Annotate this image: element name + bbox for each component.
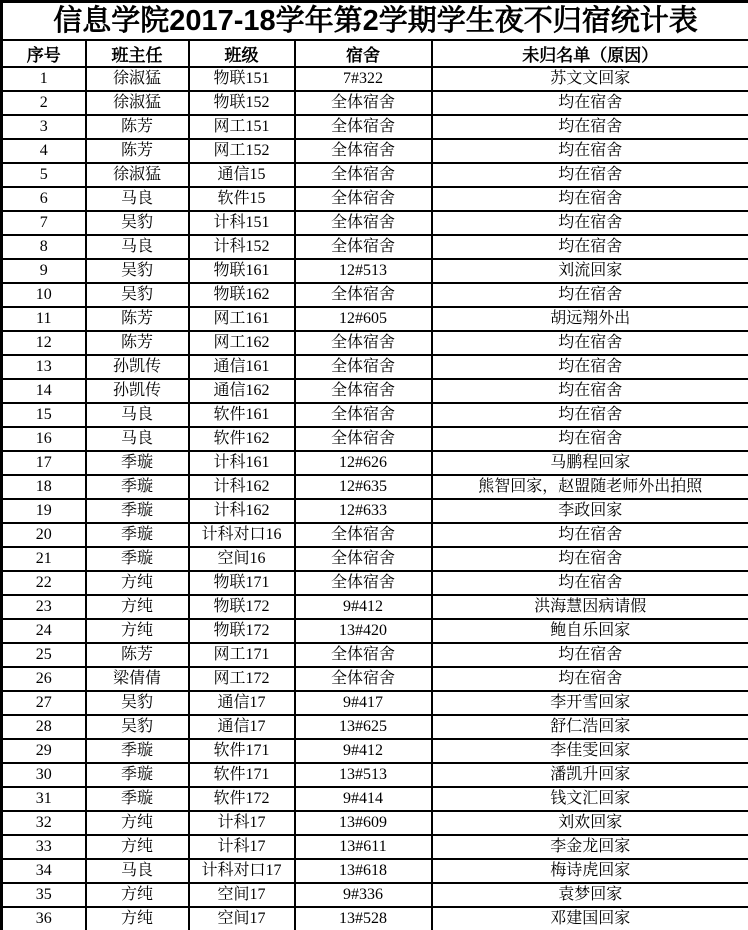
cell-teacher: 季璇	[86, 451, 189, 475]
table-row	[2, 499, 748, 523]
table-row	[2, 835, 748, 859]
cell-absent: 洪海慧因病请假	[432, 595, 748, 619]
cell-dorm: 9#417	[295, 691, 432, 715]
cell-class: 通信17	[189, 691, 295, 715]
cell-index: 4	[2, 139, 86, 163]
cell-class: 软件162	[189, 427, 295, 451]
cell-class: 计科162	[189, 475, 295, 499]
cell-dorm: 全体宿舍	[295, 283, 432, 307]
cell-dorm: 13#420	[295, 619, 432, 643]
table-body	[2, 67, 748, 930]
cell-dorm: 13#609	[295, 811, 432, 835]
cell-dorm: 13#618	[295, 859, 432, 883]
cell-class: 网工152	[189, 139, 295, 163]
cell-absent: 均在宿舍	[432, 355, 748, 379]
cell-index: 16	[2, 427, 86, 451]
cell-absent: 鲍自乐回家	[432, 619, 748, 643]
cell-dorm: 全体宿舍	[295, 547, 432, 571]
cell-index: 34	[2, 859, 86, 883]
table-row	[2, 451, 748, 475]
cell-teacher: 季璇	[86, 523, 189, 547]
cell-absent: 均在宿舍	[432, 403, 748, 427]
cell-absent: 熊智回家，赵盟随老师外出拍照	[432, 475, 748, 499]
cell-dorm: 9#336	[295, 883, 432, 907]
page-title: 信息学院2017-18学年第2学期学生夜不归宿统计表	[2, 2, 748, 41]
cell-teacher: 马良	[86, 235, 189, 259]
cell-class: 空间17	[189, 883, 295, 907]
cell-teacher: 季璇	[86, 787, 189, 811]
cell-absent: 均在宿舍	[432, 187, 748, 211]
cell-absent: 均在宿舍	[432, 163, 748, 187]
table-row	[2, 571, 748, 595]
table-row	[2, 643, 748, 667]
cell-dorm: 13#611	[295, 835, 432, 859]
table-row	[2, 595, 748, 619]
cell-index: 9	[2, 259, 86, 283]
table-row	[2, 715, 748, 739]
column-header-index: 序号	[2, 40, 86, 67]
cell-index: 20	[2, 523, 86, 547]
cell-dorm: 13#528	[295, 907, 432, 930]
cell-index: 19	[2, 499, 86, 523]
table-row	[2, 211, 748, 235]
cell-teacher: 方纯	[86, 835, 189, 859]
cell-dorm: 全体宿舍	[295, 163, 432, 187]
cell-teacher: 季璇	[86, 739, 189, 763]
cell-absent: 均在宿舍	[432, 331, 748, 355]
cell-dorm: 全体宿舍	[295, 139, 432, 163]
table-row	[2, 763, 748, 787]
cell-teacher: 陈芳	[86, 643, 189, 667]
cell-dorm: 全体宿舍	[295, 355, 432, 379]
cell-teacher: 马良	[86, 427, 189, 451]
table-row	[2, 115, 748, 139]
table-row	[2, 523, 748, 547]
cell-dorm: 全体宿舍	[295, 187, 432, 211]
cell-dorm: 全体宿舍	[295, 235, 432, 259]
column-header-class: 班级	[189, 40, 295, 67]
table-row	[2, 475, 748, 499]
cell-index: 28	[2, 715, 86, 739]
cell-teacher: 徐淑猛	[86, 67, 189, 91]
cell-absent: 李佳雯回家	[432, 739, 748, 763]
cell-dorm: 全体宿舍	[295, 523, 432, 547]
cell-dorm: 13#513	[295, 763, 432, 787]
cell-index: 22	[2, 571, 86, 595]
cell-teacher: 方纯	[86, 619, 189, 643]
title-row	[2, 2, 748, 41]
cell-teacher: 季璇	[86, 475, 189, 499]
cell-teacher: 吴豹	[86, 283, 189, 307]
cell-teacher: 马良	[86, 403, 189, 427]
header-row	[2, 40, 748, 67]
cell-class: 网工171	[189, 643, 295, 667]
cell-index: 1	[2, 67, 86, 91]
cell-teacher: 方纯	[86, 883, 189, 907]
cell-class: 物联162	[189, 283, 295, 307]
table-row	[2, 691, 748, 715]
cell-class: 计科162	[189, 499, 295, 523]
cell-teacher: 方纯	[86, 811, 189, 835]
cell-dorm: 9#412	[295, 595, 432, 619]
cell-index: 21	[2, 547, 86, 571]
cell-teacher: 吴豹	[86, 691, 189, 715]
cell-index: 6	[2, 187, 86, 211]
cell-dorm: 全体宿舍	[295, 115, 432, 139]
column-header-dorm: 宿舍	[295, 40, 432, 67]
cell-class: 软件171	[189, 763, 295, 787]
cell-index: 10	[2, 283, 86, 307]
cell-absent: 均在宿舍	[432, 643, 748, 667]
cell-absent: 刘流回家	[432, 259, 748, 283]
cell-absent: 均在宿舍	[432, 379, 748, 403]
cell-teacher: 季璇	[86, 763, 189, 787]
cell-teacher: 方纯	[86, 571, 189, 595]
table-row	[2, 259, 748, 283]
table-row	[2, 355, 748, 379]
cell-class: 通信17	[189, 715, 295, 739]
cell-class: 计科152	[189, 235, 295, 259]
cell-index: 33	[2, 835, 86, 859]
cell-index: 13	[2, 355, 86, 379]
cell-class: 网工151	[189, 115, 295, 139]
cell-teacher: 季璇	[86, 547, 189, 571]
cell-teacher: 季璇	[86, 499, 189, 523]
cell-teacher: 徐淑猛	[86, 91, 189, 115]
cell-index: 2	[2, 91, 86, 115]
cell-teacher: 孙凯传	[86, 379, 189, 403]
column-header-teacher: 班主任	[86, 40, 189, 67]
table-row	[2, 619, 748, 643]
table-row	[2, 91, 748, 115]
cell-class: 物联152	[189, 91, 295, 115]
cell-teacher: 陈芳	[86, 139, 189, 163]
cell-absent: 邓建国回家	[432, 907, 748, 930]
cell-index: 27	[2, 691, 86, 715]
cell-absent: 均在宿舍	[432, 115, 748, 139]
cell-teacher: 吴豹	[86, 715, 189, 739]
cell-index: 29	[2, 739, 86, 763]
cell-class: 通信162	[189, 379, 295, 403]
cell-index: 30	[2, 763, 86, 787]
cell-class: 计科151	[189, 211, 295, 235]
cell-index: 3	[2, 115, 86, 139]
cell-dorm: 9#412	[295, 739, 432, 763]
cell-index: 35	[2, 883, 86, 907]
cell-teacher: 陈芳	[86, 115, 189, 139]
cell-absent: 钱文汇回家	[432, 787, 748, 811]
cell-index: 18	[2, 475, 86, 499]
cell-class: 计科17	[189, 835, 295, 859]
cell-absent: 胡远翔外出	[432, 307, 748, 331]
cell-index: 5	[2, 163, 86, 187]
cell-absent: 均在宿舍	[432, 283, 748, 307]
cell-dorm: 全体宿舍	[295, 379, 432, 403]
cell-class: 物联172	[189, 619, 295, 643]
table-row	[2, 331, 748, 355]
cell-class: 物联151	[189, 67, 295, 91]
table-row	[2, 307, 748, 331]
cell-dorm: 12#605	[295, 307, 432, 331]
cell-teacher: 吴豹	[86, 211, 189, 235]
cell-class: 计科对口16	[189, 523, 295, 547]
cell-class: 空间16	[189, 547, 295, 571]
cell-absent: 潘凯升回家	[432, 763, 748, 787]
cell-class: 物联171	[189, 571, 295, 595]
cell-dorm: 全体宿舍	[295, 667, 432, 691]
cell-index: 12	[2, 331, 86, 355]
cell-teacher: 陈芳	[86, 307, 189, 331]
cell-teacher: 徐淑猛	[86, 163, 189, 187]
cell-class: 物联161	[189, 259, 295, 283]
cell-teacher: 马良	[86, 187, 189, 211]
cell-absent: 均在宿舍	[432, 235, 748, 259]
cell-index: 7	[2, 211, 86, 235]
table-row	[2, 403, 748, 427]
cell-dorm: 全体宿舍	[295, 211, 432, 235]
cell-class: 物联172	[189, 595, 295, 619]
cell-absent: 袁梦回家	[432, 883, 748, 907]
cell-absent: 梅诗虎回家	[432, 859, 748, 883]
cell-teacher: 方纯	[86, 595, 189, 619]
table-row	[2, 547, 748, 571]
table-row	[2, 859, 748, 883]
cell-absent: 苏文文回家	[432, 67, 748, 91]
table-row	[2, 907, 748, 930]
cell-class: 软件172	[189, 787, 295, 811]
cell-absent: 均在宿舍	[432, 547, 748, 571]
cell-index: 25	[2, 643, 86, 667]
cell-dorm: 12#626	[295, 451, 432, 475]
column-header-absent: 未归名单（原因）	[432, 40, 748, 67]
cell-teacher: 梁倩倩	[86, 667, 189, 691]
table-row	[2, 163, 748, 187]
cell-absent: 均在宿舍	[432, 667, 748, 691]
cell-class: 计科对口17	[189, 859, 295, 883]
table-row	[2, 739, 748, 763]
cell-index: 26	[2, 667, 86, 691]
table-row	[2, 235, 748, 259]
cell-dorm: 全体宿舍	[295, 427, 432, 451]
cell-dorm: 全体宿舍	[295, 403, 432, 427]
cell-class: 软件15	[189, 187, 295, 211]
cell-index: 24	[2, 619, 86, 643]
cell-absent: 均在宿舍	[432, 427, 748, 451]
table-row	[2, 187, 748, 211]
table-row	[2, 811, 748, 835]
cell-class: 网工161	[189, 307, 295, 331]
cell-absent: 均在宿舍	[432, 523, 748, 547]
cell-index: 23	[2, 595, 86, 619]
cell-index: 11	[2, 307, 86, 331]
cell-class: 计科17	[189, 811, 295, 835]
cell-dorm: 7#322	[295, 67, 432, 91]
cell-class: 软件171	[189, 739, 295, 763]
cell-class: 网工162	[189, 331, 295, 355]
cell-absent: 均在宿舍	[432, 571, 748, 595]
cell-dorm: 9#414	[295, 787, 432, 811]
cell-absent: 均在宿舍	[432, 139, 748, 163]
cell-absent: 李金龙回家	[432, 835, 748, 859]
cell-dorm: 12#633	[295, 499, 432, 523]
cell-index: 31	[2, 787, 86, 811]
cell-absent: 马鹏程回家	[432, 451, 748, 475]
cell-dorm: 12#513	[295, 259, 432, 283]
cell-dorm: 全体宿舍	[295, 91, 432, 115]
cell-dorm: 12#635	[295, 475, 432, 499]
table-row	[2, 67, 748, 91]
cell-index: 14	[2, 379, 86, 403]
cell-teacher: 方纯	[86, 907, 189, 930]
table-head	[2, 2, 748, 68]
cell-absent: 舒仁浩回家	[432, 715, 748, 739]
cell-dorm: 13#625	[295, 715, 432, 739]
table-row	[2, 427, 748, 451]
cell-absent: 均在宿舍	[432, 211, 748, 235]
cell-class: 计科161	[189, 451, 295, 475]
table-row	[2, 883, 748, 907]
table-row	[2, 787, 748, 811]
cell-index: 8	[2, 235, 86, 259]
cell-class: 通信161	[189, 355, 295, 379]
table-row	[2, 667, 748, 691]
cell-teacher: 吴豹	[86, 259, 189, 283]
cell-dorm: 全体宿舍	[295, 643, 432, 667]
cell-dorm: 全体宿舍	[295, 571, 432, 595]
cell-class: 软件161	[189, 403, 295, 427]
cell-class: 网工172	[189, 667, 295, 691]
table-row	[2, 139, 748, 163]
cell-class: 空间17	[189, 907, 295, 930]
cell-absent: 刘欢回家	[432, 811, 748, 835]
cell-index: 17	[2, 451, 86, 475]
cell-index: 32	[2, 811, 86, 835]
cell-dorm: 全体宿舍	[295, 331, 432, 355]
table-row	[2, 283, 748, 307]
cell-absent: 李政回家	[432, 499, 748, 523]
cell-teacher: 陈芳	[86, 331, 189, 355]
cell-index: 15	[2, 403, 86, 427]
table-row	[2, 379, 748, 403]
cell-teacher: 孙凯传	[86, 355, 189, 379]
cell-index: 36	[2, 907, 86, 930]
cell-class: 通信15	[189, 163, 295, 187]
cell-absent: 均在宿舍	[432, 91, 748, 115]
cell-absent: 李开雪回家	[432, 691, 748, 715]
cell-teacher: 马良	[86, 859, 189, 883]
